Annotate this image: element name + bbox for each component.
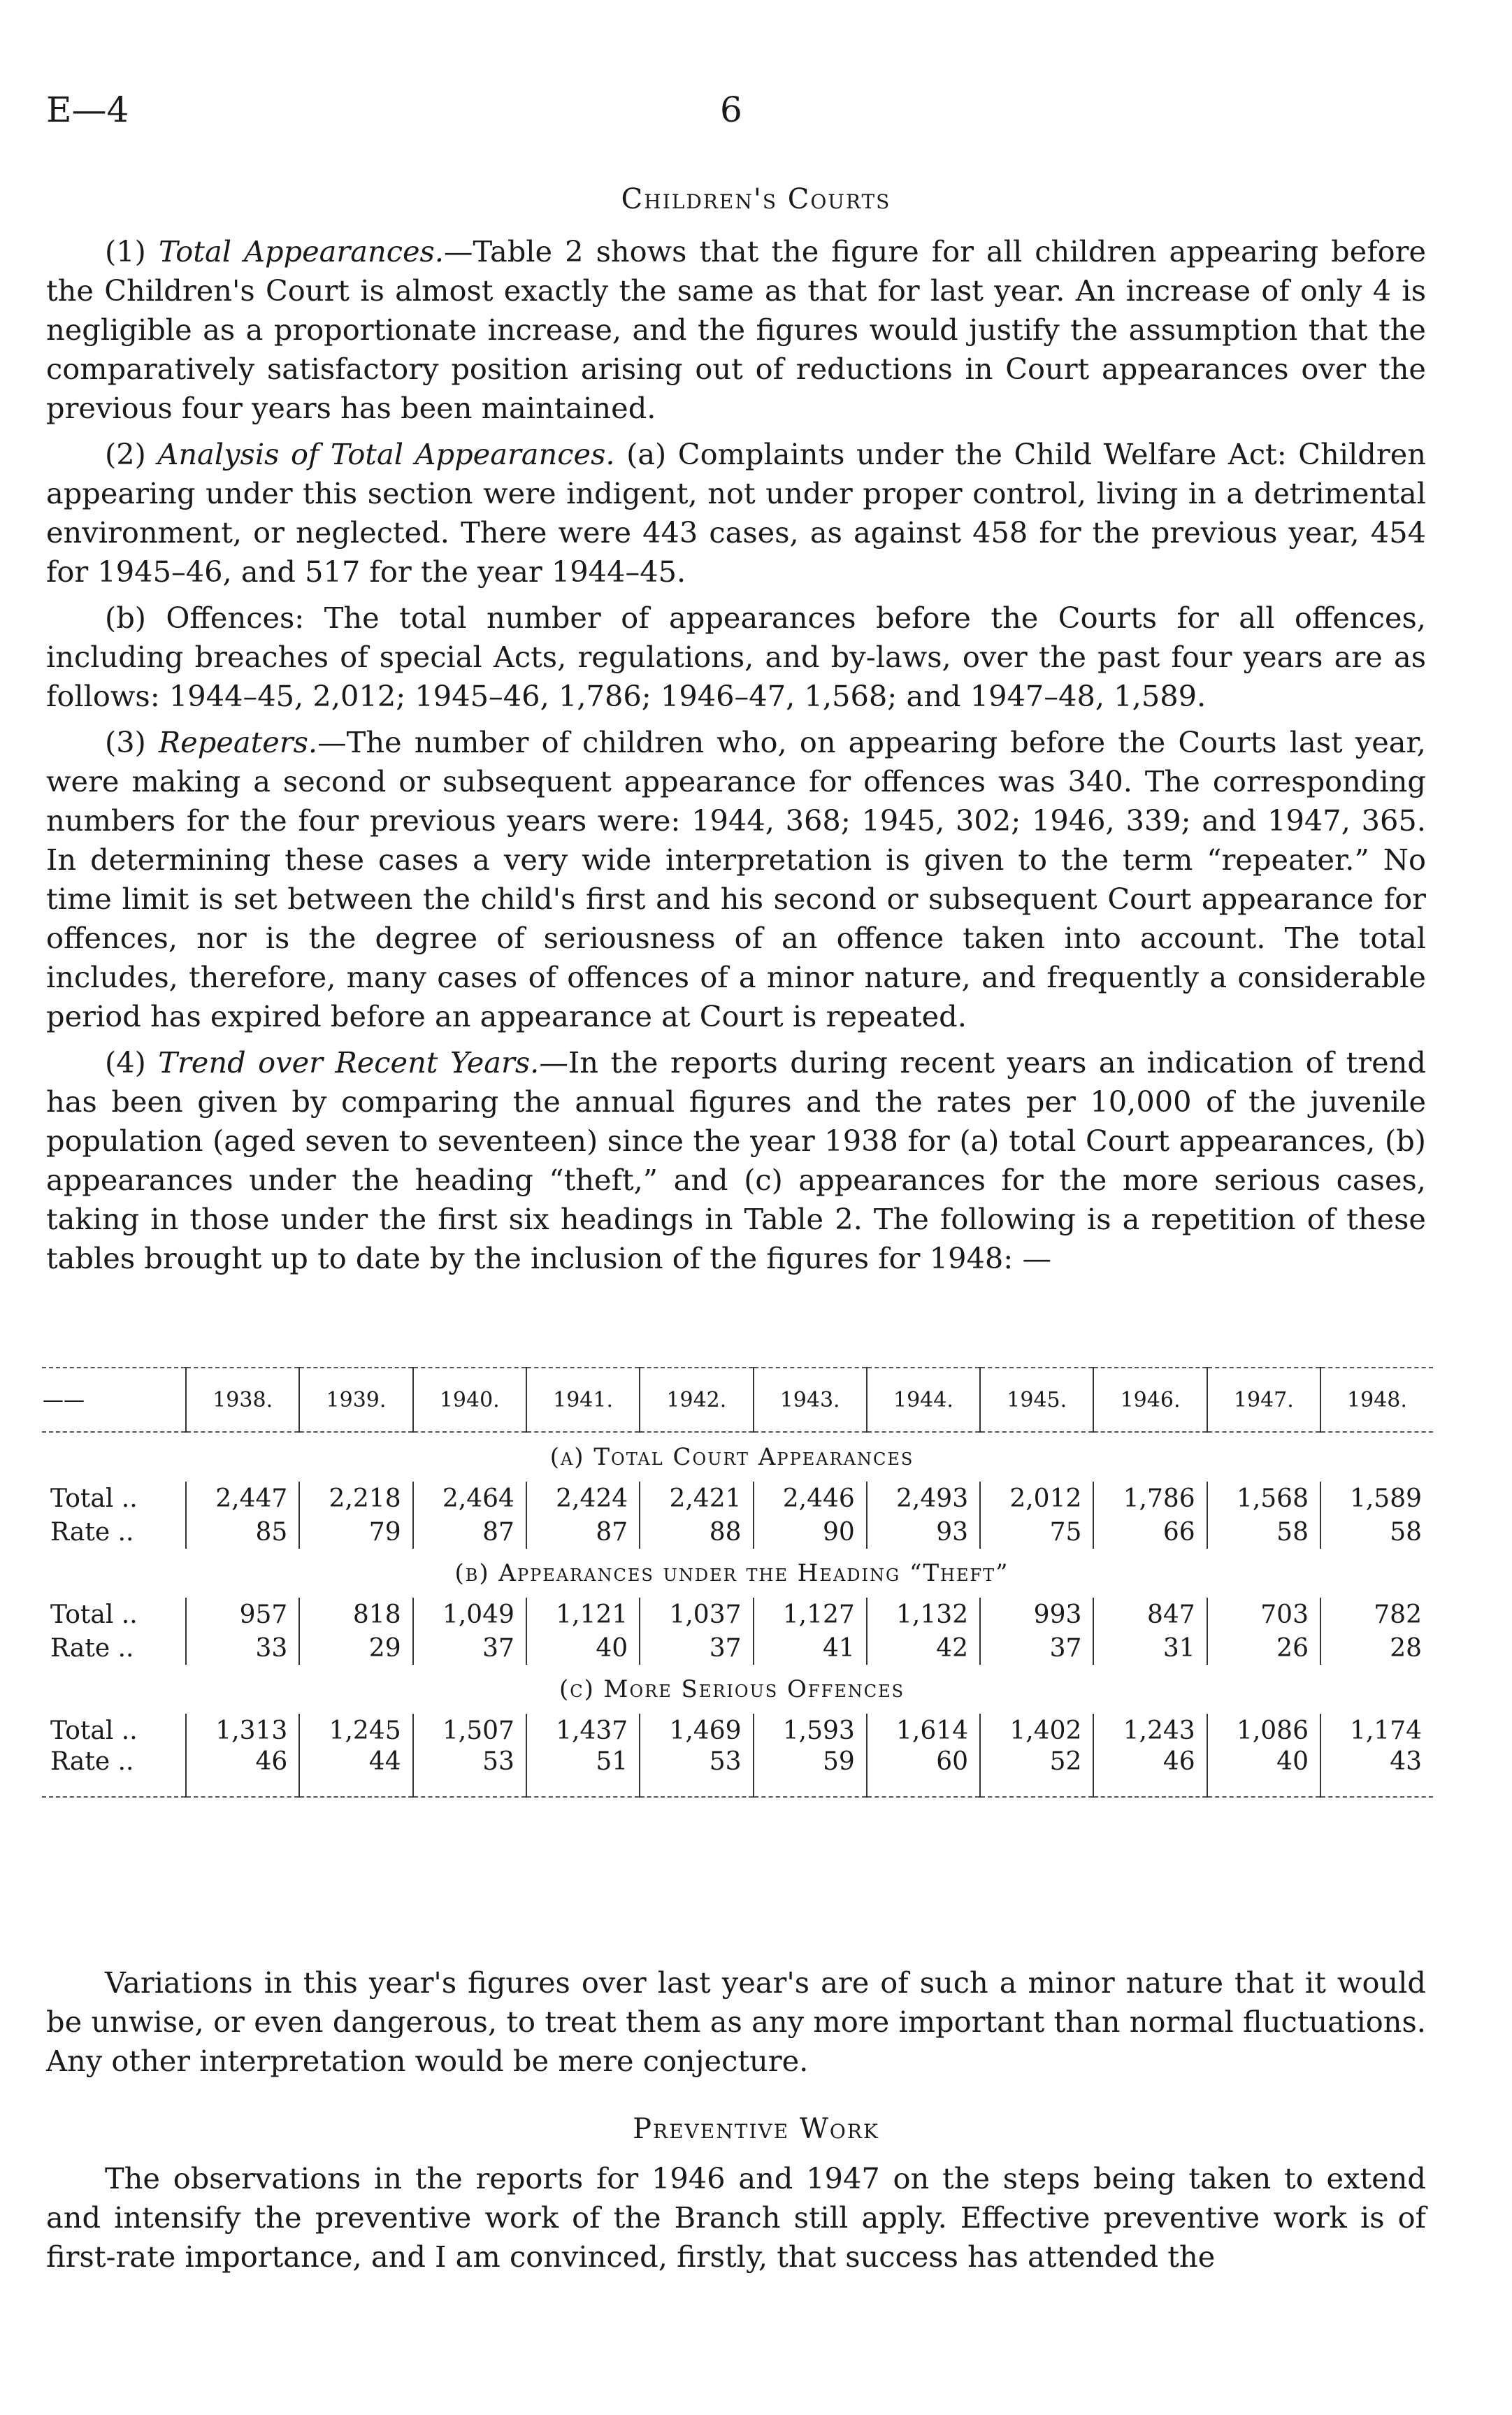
table-cell: 28 <box>1320 1631 1433 1665</box>
year-header: 1944. <box>867 1368 980 1432</box>
table-corner: —— <box>42 1368 186 1432</box>
p4-italic-title: Trend over Recent Years. <box>158 1045 540 1080</box>
table-cell: 40 <box>1207 1747 1320 1797</box>
table-cell: 818 <box>299 1598 412 1631</box>
table-cell: 52 <box>980 1747 1093 1797</box>
year-header: 1946. <box>1093 1368 1207 1432</box>
table-cell: 90 <box>754 1515 867 1549</box>
p4-label: (4) <box>105 1045 159 1080</box>
table-cell: 2,446 <box>754 1482 867 1515</box>
table-cell: 957 <box>186 1598 299 1631</box>
section-title-row <box>42 1549 1433 1598</box>
row-label: Rate .. <box>50 1517 134 1547</box>
year-header: 1945. <box>980 1368 1093 1432</box>
table-cell: 60 <box>867 1747 980 1797</box>
table-cell: 1,507 <box>413 1714 526 1747</box>
row-label: Rate .. <box>50 1633 134 1663</box>
table-cell: 43 <box>1320 1747 1433 1797</box>
table-cell: 2,012 <box>980 1482 1093 1515</box>
paragraph-trend <box>46 1043 1426 1278</box>
table-cell: 1,049 <box>413 1598 526 1631</box>
table-cell: 2,424 <box>526 1482 640 1515</box>
table-cell: 26 <box>1207 1631 1320 1665</box>
table-cell: 51 <box>526 1747 640 1797</box>
table-cell: 703 <box>1207 1598 1320 1631</box>
table-cell: 2,218 <box>299 1482 412 1515</box>
variations-paragraph-block <box>46 1963 1426 2081</box>
p3-italic-title: Repeaters. <box>158 725 318 759</box>
table-cell: 59 <box>754 1747 867 1797</box>
table-cell: 37 <box>413 1631 526 1665</box>
table-cell: 79 <box>299 1515 412 1549</box>
p1-italic-title: Total Appearances. <box>158 234 445 268</box>
table-cell: 1,786 <box>1093 1482 1207 1515</box>
table-cell: 2,447 <box>186 1482 299 1515</box>
paragraph-offences: (b) Offences: The total number of appearances before the Courts for all offences, including breaches of special Acts, regulations, and by-laws, over the past four years are as follows: 1944–45, 2,012; 1945–46, 1,786; 1946–47, 1,568; and 1947–48, 1,589. <box>46 601 1426 713</box>
table-cell: 1,132 <box>867 1598 980 1631</box>
paragraph-repeaters <box>46 723 1426 1036</box>
childrens-courts-body <box>46 232 1426 1278</box>
table-cell: 2,421 <box>640 1482 753 1515</box>
table-header-row <box>42 1368 1433 1432</box>
table-cell: 1,589 <box>1320 1482 1433 1515</box>
document-reference: E—4 <box>46 89 129 130</box>
section-title-row <box>42 1665 1433 1714</box>
table-cell: 41 <box>754 1631 867 1665</box>
p4-text: —In the reports during recent years an indication of trend has been given by comparing the annual figures and the rates per 10,000 of the juvenile population (aged seven to seventeen) since the year 1938 for (a) total Court appearances, (b) appearances under the heading “theft,” and (c) appearances for the more serious cases, taking in those under the first six headings in Table 2. The following is a repetition of these tables brought up to date by the inclusion of the figures for 1948: — <box>46 1045 1426 1275</box>
childrens-courts-heading: Children's Courts <box>621 183 891 215</box>
year-header: 1941. <box>526 1368 640 1432</box>
table-row <box>42 1631 1433 1665</box>
table-cell: 1,313 <box>186 1714 299 1747</box>
table-cell: 1,245 <box>299 1714 412 1747</box>
table-cell: 993 <box>980 1598 1093 1631</box>
row-label: Total .. <box>50 1484 138 1513</box>
paragraph-analysis <box>46 435 1426 592</box>
year-header: 1947. <box>1207 1368 1320 1432</box>
p1-label: (1) <box>105 234 159 268</box>
table-cell: 58 <box>1207 1515 1320 1549</box>
table-cell: 37 <box>640 1631 753 1665</box>
table-cell: 1,568 <box>1207 1482 1320 1515</box>
table-cell: 1,469 <box>640 1714 753 1747</box>
year-header: 1942. <box>640 1368 753 1432</box>
year-header: 1943. <box>754 1368 867 1432</box>
p2-italic-title: Analysis of Total Appearances. <box>157 437 615 471</box>
paragraph-total-appearances <box>46 232 1426 428</box>
table-cell: 1,086 <box>1207 1714 1320 1747</box>
table-cell: 40 <box>526 1631 640 1665</box>
table-cell: 87 <box>413 1515 526 1549</box>
table-row <box>42 1598 1433 1631</box>
table-cell: 847 <box>1093 1598 1207 1631</box>
paragraph-preventive-work: The observations in the reports for 1946 and 1947 on the steps being taken to extend and intensify the preventive work of the Branch still apply. Effective preventive work is of first-rate importance, and I am convinced, firstly, that success has attended the <box>46 2161 1426 2274</box>
page-number: 6 <box>720 89 742 130</box>
preventive-work-heading: Preventive Work <box>633 2113 879 2145</box>
table-cell: 2,493 <box>867 1482 980 1515</box>
table-cell: 1,174 <box>1320 1714 1433 1747</box>
table-cell: 87 <box>526 1515 640 1549</box>
table-cell: 75 <box>980 1515 1093 1549</box>
table-cell: 33 <box>186 1631 299 1665</box>
p3-text: —The number of children who, on appearing before the Courts last year, were making a second or subsequent appearance for offences was 340. The corresponding numbers for the four previous years were: 1944, 368; 1945, 302; 1946, 339; and 1947, 365. In determining these cases a very wide interpretation is given to the term “repeater.” No time limit is set between the child's first and his second or subsequent Court appearance for offences, nor is the degree of seriousness of an offence taken into account. The total includes, therefore, many cases of offences of a minor nature, and frequently a considerable period has expired before an appearance at Court is repeated. <box>46 725 1426 1033</box>
table-cell: 46 <box>1093 1747 1207 1797</box>
section-title-row <box>42 1432 1433 1482</box>
p2-label: (2) <box>105 437 158 471</box>
table-cell: 1,121 <box>526 1598 640 1631</box>
table-cell: 1,614 <box>867 1714 980 1747</box>
table-row <box>42 1482 1433 1515</box>
table-row <box>42 1515 1433 1549</box>
table-cell: 1,437 <box>526 1714 640 1747</box>
p1-text: —Table 2 shows that the figure for all children appearing before the Children's Court is almost exactly the same as that for last year. An increase of only 4 is negligible as a proportionate increase, and the figures would justify the assumption that the comparatively satisfactory position arising out of reductions in Court appearances over the previous four years has been maintained. <box>46 234 1427 425</box>
row-label: Rate .. <box>42 1747 186 1797</box>
table-cell: 31 <box>1093 1631 1207 1665</box>
section-b-title: (b) Appearances under the Heading “Theft” <box>454 1559 1009 1587</box>
table-cell: 58 <box>1320 1515 1433 1549</box>
table-cell: 66 <box>1093 1515 1207 1549</box>
table-cell: 782 <box>1320 1598 1433 1631</box>
table-cell: 53 <box>640 1747 753 1797</box>
year-header: 1948. <box>1320 1368 1433 1432</box>
table-cell: 1,127 <box>754 1598 867 1631</box>
preventive-work-body <box>46 2159 1426 2277</box>
table-row <box>42 1747 1433 1797</box>
year-header: 1940. <box>413 1368 526 1432</box>
table-cell: 44 <box>299 1747 412 1797</box>
year-header: 1939. <box>299 1368 412 1432</box>
table-cell: 2,464 <box>413 1482 526 1515</box>
p3-label: (3) <box>105 725 159 759</box>
table-cell: 29 <box>299 1631 412 1665</box>
paragraph-variations: Variations in this year's figures over last year's are of such a minor nature that it would be unwise, or even dangerous, to treat them as any more important than normal fluctuations. Any other interpretation would be mere conjecture. <box>46 1965 1426 2078</box>
table-cell: 42 <box>867 1631 980 1665</box>
row-label: Total .. <box>50 1600 138 1629</box>
trend-table <box>42 1367 1433 1798</box>
table-cell: 85 <box>186 1515 299 1549</box>
table-cell: 88 <box>640 1515 753 1549</box>
table-row <box>42 1714 1433 1747</box>
table-cell: 1,402 <box>980 1714 1093 1747</box>
table-cell: 1,593 <box>754 1714 867 1747</box>
year-header: 1938. <box>186 1368 299 1432</box>
table-cell: 93 <box>867 1515 980 1549</box>
section-c-title: (c) More Serious Offences <box>559 1675 905 1703</box>
p2-text: (a) Complaints under the Child Welfare Act: Children appearing under this section were indigent, not under proper control, living in a detrimental environment, or neglected. There were 443 cases, as against 458 for the previous year, 454 for 1945–46, and 517 for the year 1944–45. <box>46 437 1426 589</box>
table-cell: 1,243 <box>1093 1714 1207 1747</box>
table-cell: 53 <box>413 1747 526 1797</box>
table-cell: 37 <box>980 1631 1093 1665</box>
section-a-title: (a) Total Court Appearances <box>549 1443 914 1471</box>
table-cell: 46 <box>186 1747 299 1797</box>
row-label: Total .. <box>50 1716 138 1745</box>
table-cell: 1,037 <box>640 1598 753 1631</box>
